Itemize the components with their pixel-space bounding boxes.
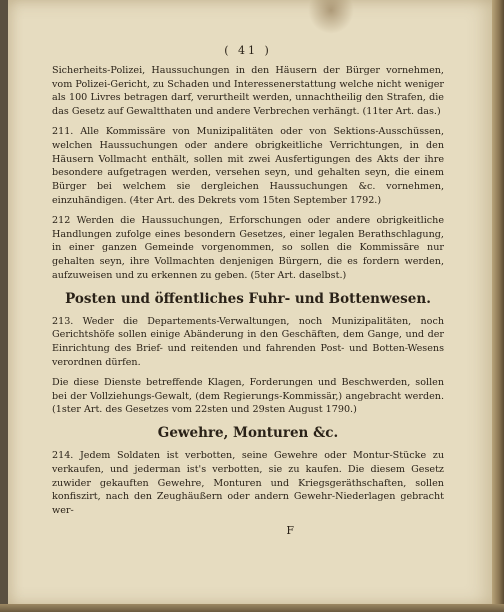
paragraph-213: 213. Weder die Departements-Verwaltungen, noch Munizipalitäten, noch Gerichtshöfe sollen einige Abänderung in den Geschäften, dem Gange, und der Einrichtung des Brief- und reitenden und fahrenden Post- und Botten-Wesens verordnen dürfen.: [52, 315, 444, 368]
page-edge-bottom: [0, 604, 504, 612]
paragraph-212: 212 Werden die Haussuchungen, Erforschungen oder andere obrigkeitliche Handlungen zufolge eines besondern Gesetzes, einer legalen Berathschlagung, in einer ganzen Gemeinde vorgenommen, so sollen die Kommissäre nur gehalten seyn, ihre Vollmachten denjenigen Bürgern, die es fordern werden, aufzuweisen und zu erkennen zu geben. (5ter Art. daselbst.): [52, 214, 444, 281]
section-heading-weapons: Gewehre, Monturen &c.: [157, 425, 339, 442]
paragraph-214: 214. Jedem Soldaten ist verbotten, seine Gewehre oder Montur-Stücke zu verkaufen, und jederman ist's verbotten, sie zu kaufen. Die diesem Gesetz zuwider gekauften Gewehre, Monturen und Kriegsgeräthschaften, sollen konfiszirt, nach den Zeughäußern oder andern Gewehr-Niederlagen gebracht wer-: [52, 449, 444, 517]
catchword: F: [286, 523, 294, 537]
water-stain: [308, 0, 354, 34]
book-page: [8, 0, 496, 606]
page-number: ( 41 ): [224, 44, 272, 57]
page-edge-right: [492, 0, 504, 612]
paragraph-211: 211. Alle Kommissäre von Munizipalitäten oder von Sektions-Ausschüssen, welchen Haussuchungen oder andere obrigkeitliche Verrichtungen, in den Häusern Vollmacht enthält, sollen mit zwei Ausfertigungen des Akts der ihre besondere aufgetragen werden, versehen seyn, und gehalten seyn, die einem Bürger bei welchem sie dergleichen Haussuchungen &c. vornehmen, einzuhändigen. (4ter Art. des Dekrets vom 15ten September 1792.): [52, 125, 444, 206]
paragraph-213-continued: Die diese Dienste betreffende Klagen, Forderungen und Beschwerden, sollen bei der Vollziehungs-Gewalt, (dem Regierungs-Kommissär,) angebracht werden. (1ster Art. des Gesetzes vom 22sten und 29sten August 1790.): [52, 376, 444, 416]
page-text: [52, 44, 444, 538]
section-heading-posts: Posten und öffentliches Fuhr- und Bottenwesen.: [65, 290, 431, 307]
paragraph-continuation: Sicherheits-Polizei, Haussuchungen in den Häusern der Bürger vornehmen, vom Polizei-Gericht, zu Schaden und Interessenerstattung welche nicht weniger als 100 Livres betragen darf, verurtheilt werden, unnachtheilig den Strafen, die das Gesetz auf Gewaltthaten und andere Verbrechen verhängt. (11ter Art. das.): [52, 64, 444, 118]
